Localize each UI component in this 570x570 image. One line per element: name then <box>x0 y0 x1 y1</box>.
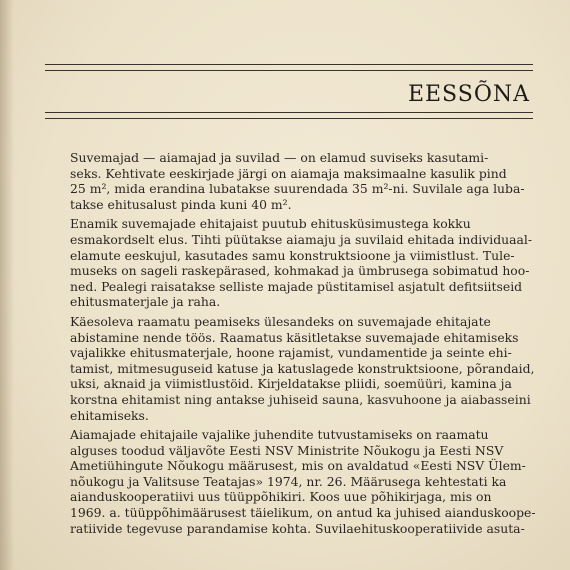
text-line: elamute eeskujul, kasutades samu konstruktsioone ja viimistlust. Tule- <box>70 247 515 263</box>
text-line: Aiamajade ehitajaile vajalike juhendite tutvustamiseks on raamatu <box>70 427 489 443</box>
paragraph-2 <box>48 216 538 310</box>
text-line: alguses toodud väljavõte Eesti NSV Ministrite Nõukogu ja Eesti NSV <box>70 442 504 458</box>
text-line: abistamine nende töös. Raamatus käsitletakse suvemajade ehitamiseks <box>70 329 519 345</box>
page-edge-shadow <box>0 0 14 570</box>
body-text <box>48 150 538 540</box>
text-line: aianduskooperatiivi uus tüüppõhikiri. Koos uue põhikirjaga, mis on <box>70 489 492 505</box>
text-line: vajalikke ehitusmaterjale, hoone rajamist, vundamentide ja seinte ehi- <box>70 345 512 361</box>
text-line: museks on sageli raskepärased, kohmakad ja ümbrusega sobimatud hoo- <box>70 263 530 279</box>
page-heading: EESSÕNA <box>407 82 530 107</box>
paragraph-1 <box>48 150 538 212</box>
text-line: uksi, aknaid ja viimistlustöid. Kirjeldatakse pliidi, soemüüri, kamina ja <box>70 376 512 392</box>
top-rule-inner <box>45 70 533 71</box>
text-line: seks. Kehtivate eeskirjade järgi on aiamaja maksimaalne kasulik pind <box>70 165 507 181</box>
heading-underline <box>45 112 533 113</box>
text-line: tamist, mitmesuguseid katuse ja katuslagede konstruktsioone, põrandaid, <box>70 360 535 376</box>
text-line: ehitusmaterjale ja raha. <box>70 294 221 310</box>
text-line: 1969. a. tüüppõhimäärusest täielikum, on antud ka juhised aianduskoope- <box>70 505 536 521</box>
paragraph-4 <box>48 427 538 536</box>
paragraph-3 <box>48 314 538 423</box>
text-line: 25 m², mida erandina lubatakse suurendada 35 m²-ni. Suvilale aga luba- <box>70 181 525 197</box>
top-rule <box>45 64 533 65</box>
text-line: Enamik suvemajade ehitajaist puutub ehitusküsimustega kokku <box>70 216 471 232</box>
text-line: esmakordselt elus. Tihti püütakse aiamaju ja suvilaid ehitada individuaal- <box>70 231 533 247</box>
text-line: takse ehitusalust pinda kuni 40 m². <box>70 196 292 212</box>
text-line: Ametiühingute Nõukogu määrusest, mis on avaldatud «Eesti NSV Ülem- <box>70 458 526 474</box>
text-line: ehitamiseks. <box>70 407 149 423</box>
text-line: Käesoleva raamatu peamiseks ülesandeks on suvemajade ehitajate <box>70 313 491 329</box>
text-line: korstna ehitamist ning antakse juhiseid sauna, kasvuhoone ja aiabasseini <box>70 391 531 407</box>
heading-underline-inner <box>45 118 533 119</box>
text-line: nõukogu ja Valitsuse Teatajas» 1974, nr. 26. Määrusega kehtestati ka <box>70 473 507 489</box>
text-line: Suvemajad — aiamajad ja suvilad — on elamud suviseks kasutami- <box>70 150 489 165</box>
text-line: ned. Pealegi raisatakse selliste majade püstitamisel asjatult defitsiitseid <box>70 278 523 294</box>
text-line: ratiivide tegevuse parandamise kohta. Suvilaehituskooperatiivide asuta- <box>70 520 525 536</box>
